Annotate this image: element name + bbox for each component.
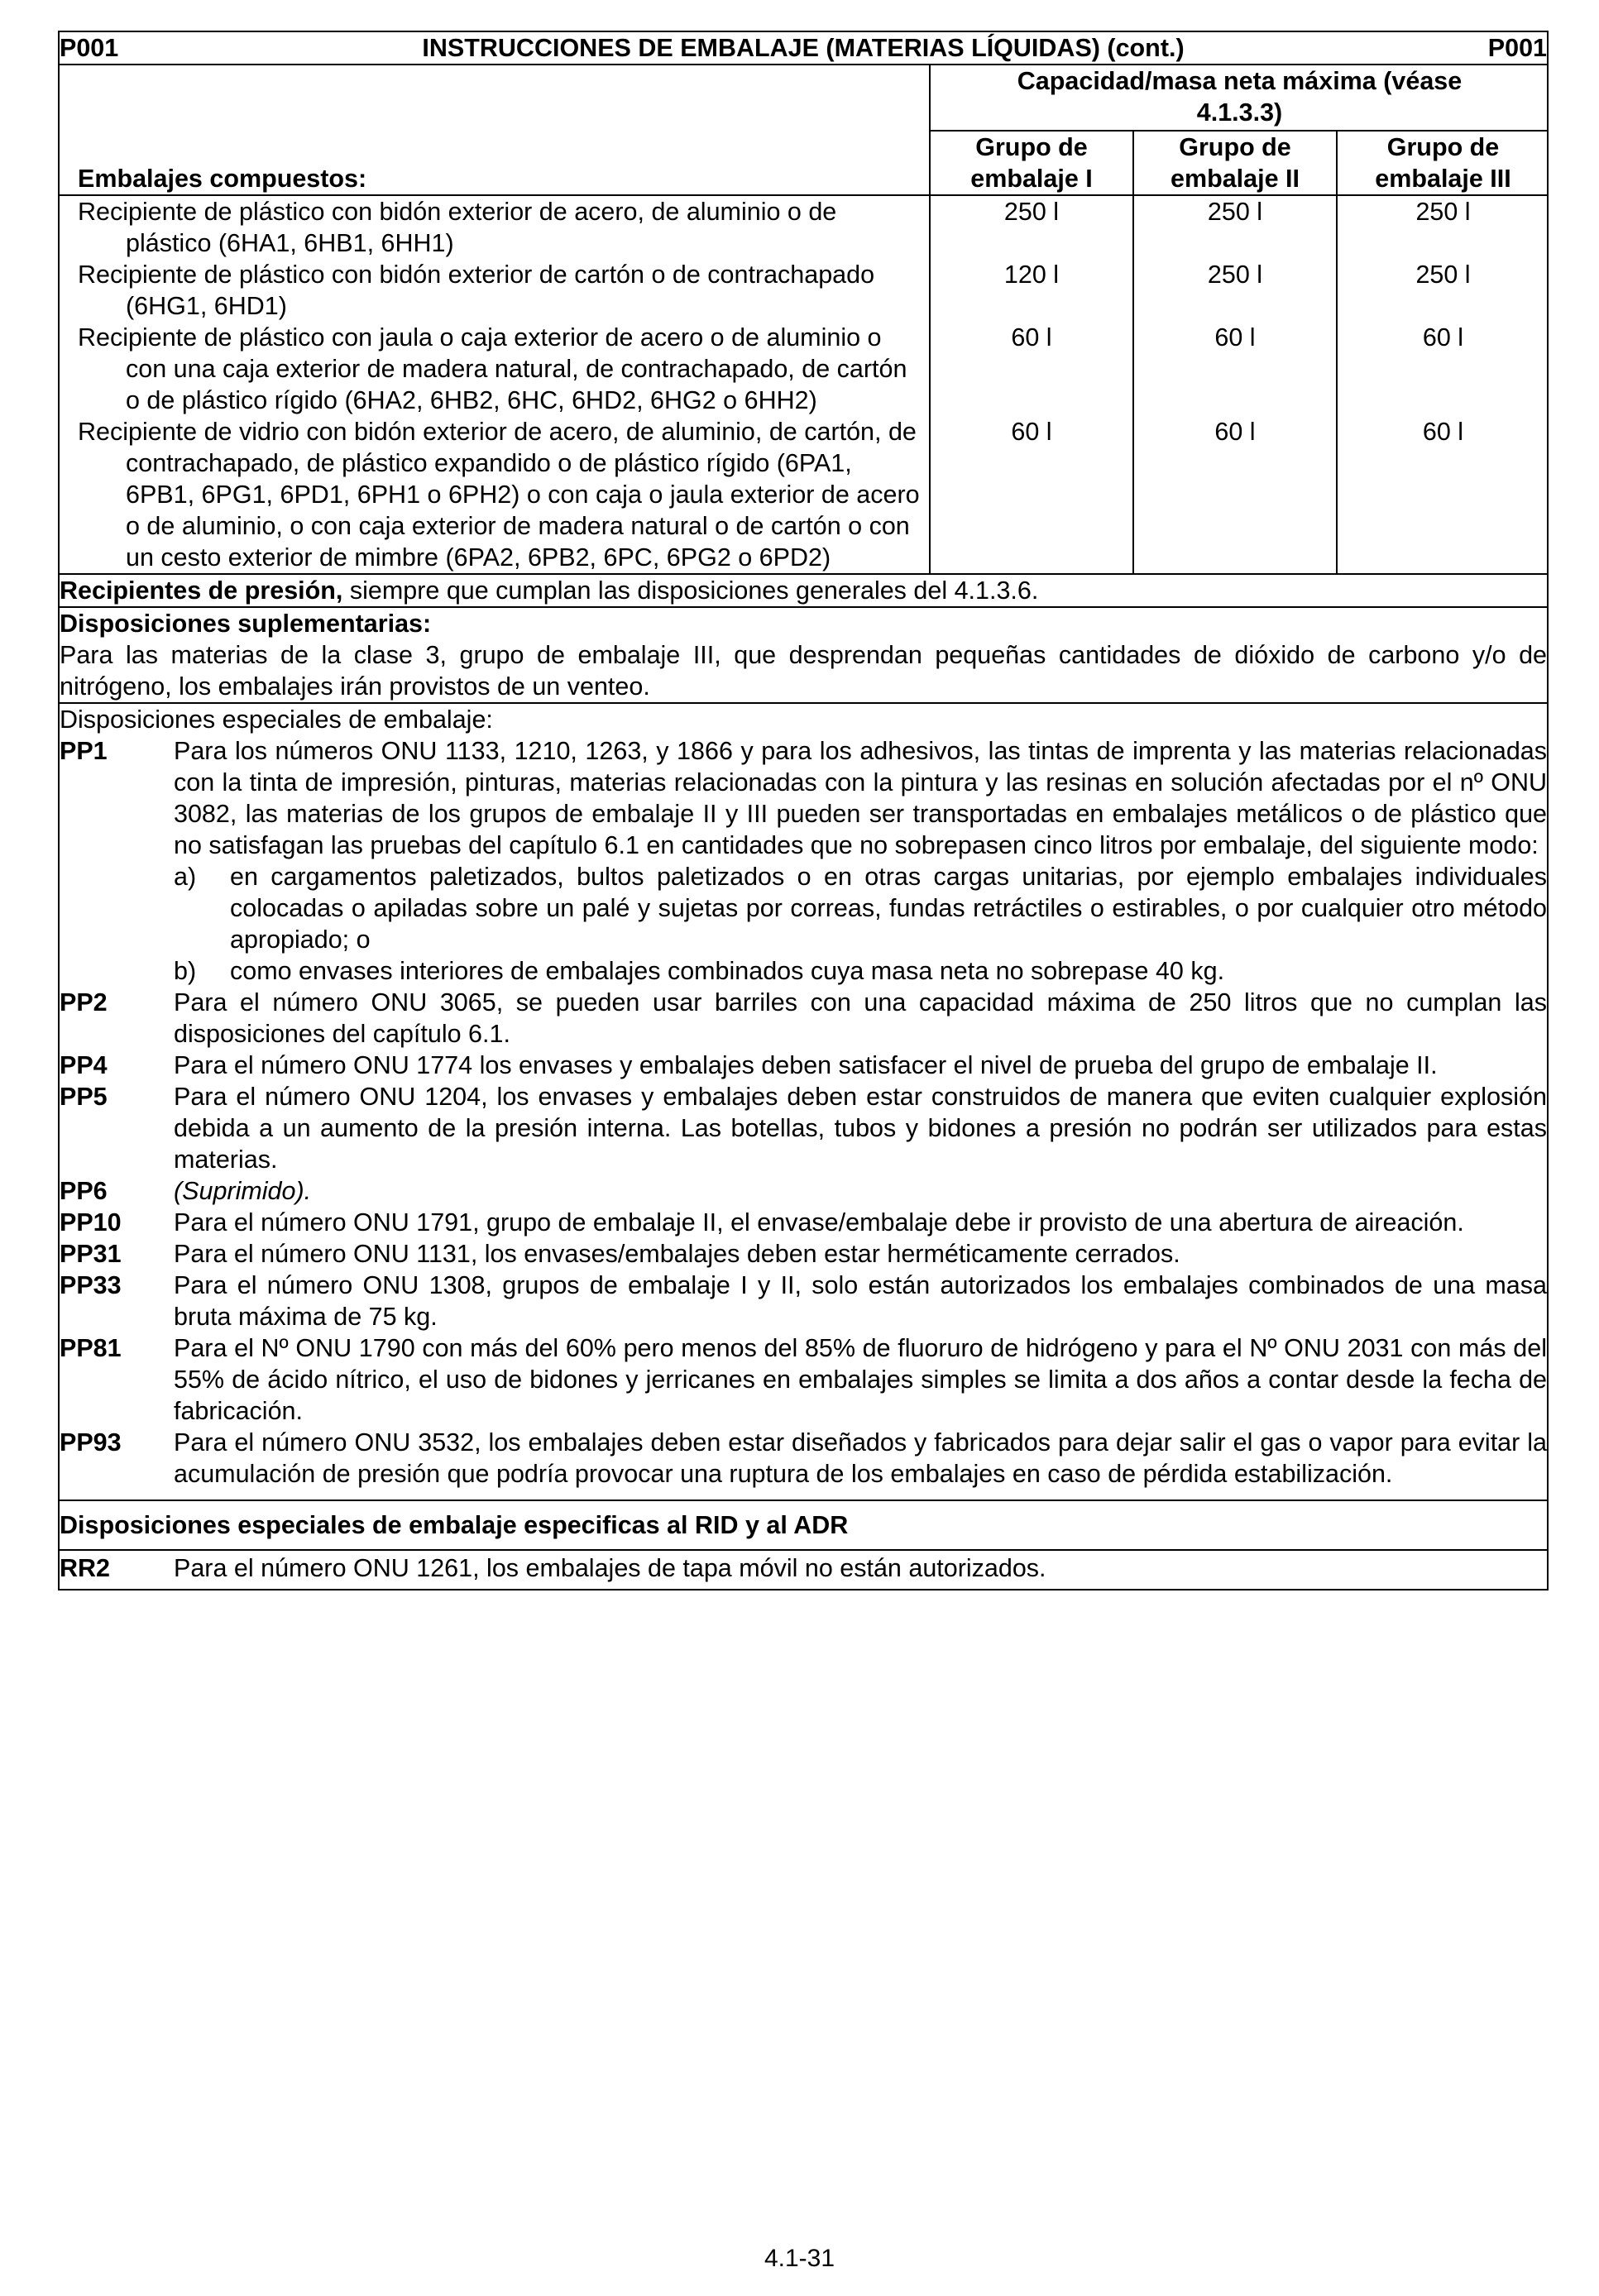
row-value-i: 250 l xyxy=(930,195,1133,259)
provision-code: PP10 xyxy=(60,1208,122,1236)
provision-code: PP31 xyxy=(60,1240,122,1268)
capacity-row xyxy=(60,195,1549,259)
document-page xyxy=(58,31,1547,1590)
group-header-i: Grupo de embalaje I xyxy=(930,131,1133,195)
capacity-section xyxy=(59,65,1548,574)
provision-code: PP1 xyxy=(60,737,108,765)
capacity-row xyxy=(60,259,1549,322)
provision-item xyxy=(60,735,1547,987)
capacity-header xyxy=(930,65,1549,131)
capacity-table xyxy=(60,65,1549,573)
row-desc: Recipiente de plástico con bidón exterior de acero, de aluminio o de plástico (6HA1, 6HB1, 6HH1) xyxy=(78,198,837,257)
special-provisions-row xyxy=(59,703,1548,1500)
provision-code: RR2 xyxy=(60,1554,111,1582)
group-header-ii: Grupo de embalaje II xyxy=(1133,131,1337,195)
page-number: 4.1-31 xyxy=(764,2245,835,2272)
row-desc: Recipiente de plástico con bidón exterior de cartón o de contrachapado (6HG1, 6HD1) xyxy=(78,261,875,320)
capacity-row xyxy=(60,416,1549,573)
provision-item xyxy=(60,987,1547,1050)
provision-text: Para el Nº ONU 1790 con más del 60% pero menos del 85% de fluoruro de hidrógeno y para el Nº ONU 2031 con más del 55% de ácido nítrico, el uso de bidones y jerricanes en embalajes simples se limita a dos años a contar desde la fecha de fabricación. xyxy=(174,1334,1547,1425)
provision-item xyxy=(60,1081,1547,1175)
provision-text: Para el número ONU 1131, los envases/embalajes deben estar herméticamente cerrados. xyxy=(174,1240,1180,1268)
row-value-iii: 250 l xyxy=(1337,259,1549,322)
provision-subitem xyxy=(174,861,1547,955)
row-value-i: 60 l xyxy=(930,322,1133,416)
provision-code: PP5 xyxy=(60,1083,108,1111)
row-value-ii: 250 l xyxy=(1133,259,1337,322)
section-label-composite: Embalajes compuestos: xyxy=(78,165,367,193)
subitem-label: a) xyxy=(174,863,197,891)
supplementary-row xyxy=(59,607,1548,703)
row-value-iii: 250 l xyxy=(1337,195,1549,259)
provision-item xyxy=(60,1270,1547,1332)
subitem-label: b) xyxy=(174,957,197,985)
row-value-i: 60 l xyxy=(930,416,1133,573)
pressure-label: Recipientes de presión, xyxy=(60,576,343,605)
provision-text: Para los números ONU 1133, 1210, 1263, y 1866 y para los adhesivos, las tintas de imprenta y las materias relacionadas con la tinta de impresión, pinturas, materias relacionadas con la pintura y las resinas en solución afectadas por el nº ONU 3082, las materias de los grupos de embalaje II y III pueden ser transportadas en embalajes metálicos o de plástico que no satisfagan las pruebas del capítulo 6.1 en cantidades que no sobrepasen cinco litros por embalaje, del siguiente modo: xyxy=(174,737,1547,859)
pressure-text: siempre que cumplan las disposiciones generales del 4.1.3.6. xyxy=(342,576,1039,605)
provision-item xyxy=(60,1332,1547,1427)
row-value-iii: 60 l xyxy=(1337,416,1549,573)
provision-text: Para el número ONU 1308, grupos de embalaje I y II, solo están autorizados los embalajes combinados de una masa bruta máxima de 75 kg. xyxy=(174,1271,1547,1331)
provision-item xyxy=(60,1207,1547,1238)
row-desc: Recipiente de vidrio con bidón exterior de acero, de aluminio, de cartón, de contrachapado, de plástico expandido o de plástico rígido (6PA1, 6PB1, 6PG1, 6PD1, 6PH1 o 6PH2) o con caja o jaula exterior de acero o de aluminio, o con caja exterior de madera natural o de cartón o con un cesto exterior de mimbre (6PA2, 6PB2, 6PC, 6PG2 o 6PD2) xyxy=(78,418,920,572)
provision-text: Para el número ONU 1204, los envases y embalajes deben estar construidos de manera que eviten cualquier explosión debida a un aumento de la presión interna. Las botellas, tubos y bidones a presión no podrán ser utilizados para estas materias. xyxy=(174,1083,1547,1174)
subitem-text: como envases interiores de embalajes combinados cuya masa neta no sobrepase 40 kg. xyxy=(230,957,1225,985)
provision-text: Para el número ONU 1774 los envases y embalajes deben satisfacer el nivel de prueba del grupo de embalaje II. xyxy=(174,1051,1438,1079)
page-title: INSTRUCCIONES DE EMBALAJE (MATERIAS LÍQUIDAS) (cont.) xyxy=(332,31,1275,65)
provision-item xyxy=(60,1427,1547,1490)
provision-code: PP6 xyxy=(60,1177,108,1205)
row-desc: Recipiente de plástico con jaula o caja exterior de acero o de aluminio o con una caja exterior de madera natural, de contrachapado, de cartón o de plástico rígido (6HA2, 6HB2, 6HC, 6HD2, 6HG2 o 6HH2) xyxy=(78,323,907,414)
provision-text: Para el número ONU 1791, grupo de embalaje II, el envase/embalaje debe ir provisto de una abertura de aireación. xyxy=(174,1208,1464,1236)
header-row xyxy=(59,31,1548,65)
provision-text: (Suprimido). xyxy=(174,1177,312,1205)
group-header-iii: Grupo de embalaje III xyxy=(1337,131,1549,195)
pressure-receptacles-row xyxy=(59,574,1548,607)
provision-item xyxy=(60,1050,1547,1081)
special-provisions-title: Disposiciones especiales de embalaje: xyxy=(60,706,493,734)
provision-text: Para el número ONU 3065, se pueden usar barriles con una capacidad máxima de 250 litros que no cumplan las disposiciones del capítulo 6.1. xyxy=(174,988,1547,1048)
provision-item xyxy=(60,1175,1547,1207)
provision-subitem xyxy=(174,955,1547,987)
rid-adr-title-row xyxy=(59,1500,1548,1550)
rid-adr-title: Disposiciones especiales de embalaje especificas al RID y al ADR xyxy=(59,1500,1548,1550)
provision-code: PP4 xyxy=(60,1051,108,1079)
rid-adr-provision-row xyxy=(59,1550,1548,1590)
capacity-row xyxy=(60,322,1549,416)
row-value-ii: 250 l xyxy=(1133,195,1337,259)
subitem-text: en cargamentos paletizados, bultos paletizados o en otras cargas unitarias, por ejemplo embalajes individuales colocadas o apiladas sobre un palé y sujetas por correas, fundas retráctiles o estirables, o por cualquier otro método apropiado; o xyxy=(230,863,1547,954)
provision-code: PP2 xyxy=(60,988,108,1016)
provision-code: PP33 xyxy=(60,1271,122,1299)
supplementary-text: Para las materias de la clase 3, grupo de embalaje III, que desprendan pequeñas cantidades de dióxido de carbono y/o de nitrógeno, los embalajes irán provistos de un venteo. xyxy=(60,641,1547,701)
row-value-i: 120 l xyxy=(930,259,1133,322)
capacity-header-text: Capacidad/masa neta máxima (véase 4.1.3.3) xyxy=(1017,67,1463,127)
row-value-ii: 60 l xyxy=(1133,416,1337,573)
instruction-code-left: P001 xyxy=(59,31,332,65)
provision-text: Para el número ONU 3532, los embalajes deben estar diseñados y fabricados para dejar salir el gas o vapor para evitar la acumulación de presión que podría provocar una ruptura de los embalajes en caso de pérdida estabilización. xyxy=(174,1428,1547,1488)
provision-item xyxy=(60,1238,1547,1270)
provision-text: Para el número ONU 1261, los embalajes de tapa móvil no están autorizados. xyxy=(174,1554,1046,1582)
row-value-iii: 60 l xyxy=(1337,322,1549,416)
row-value-ii: 60 l xyxy=(1133,322,1337,416)
provision-code: PP81 xyxy=(60,1334,122,1362)
packing-instruction-table xyxy=(58,31,1549,1590)
supplementary-title: Disposiciones suplementarias: xyxy=(60,610,432,638)
provision-code: PP93 xyxy=(60,1428,122,1457)
instruction-code-right: P001 xyxy=(1275,31,1548,65)
